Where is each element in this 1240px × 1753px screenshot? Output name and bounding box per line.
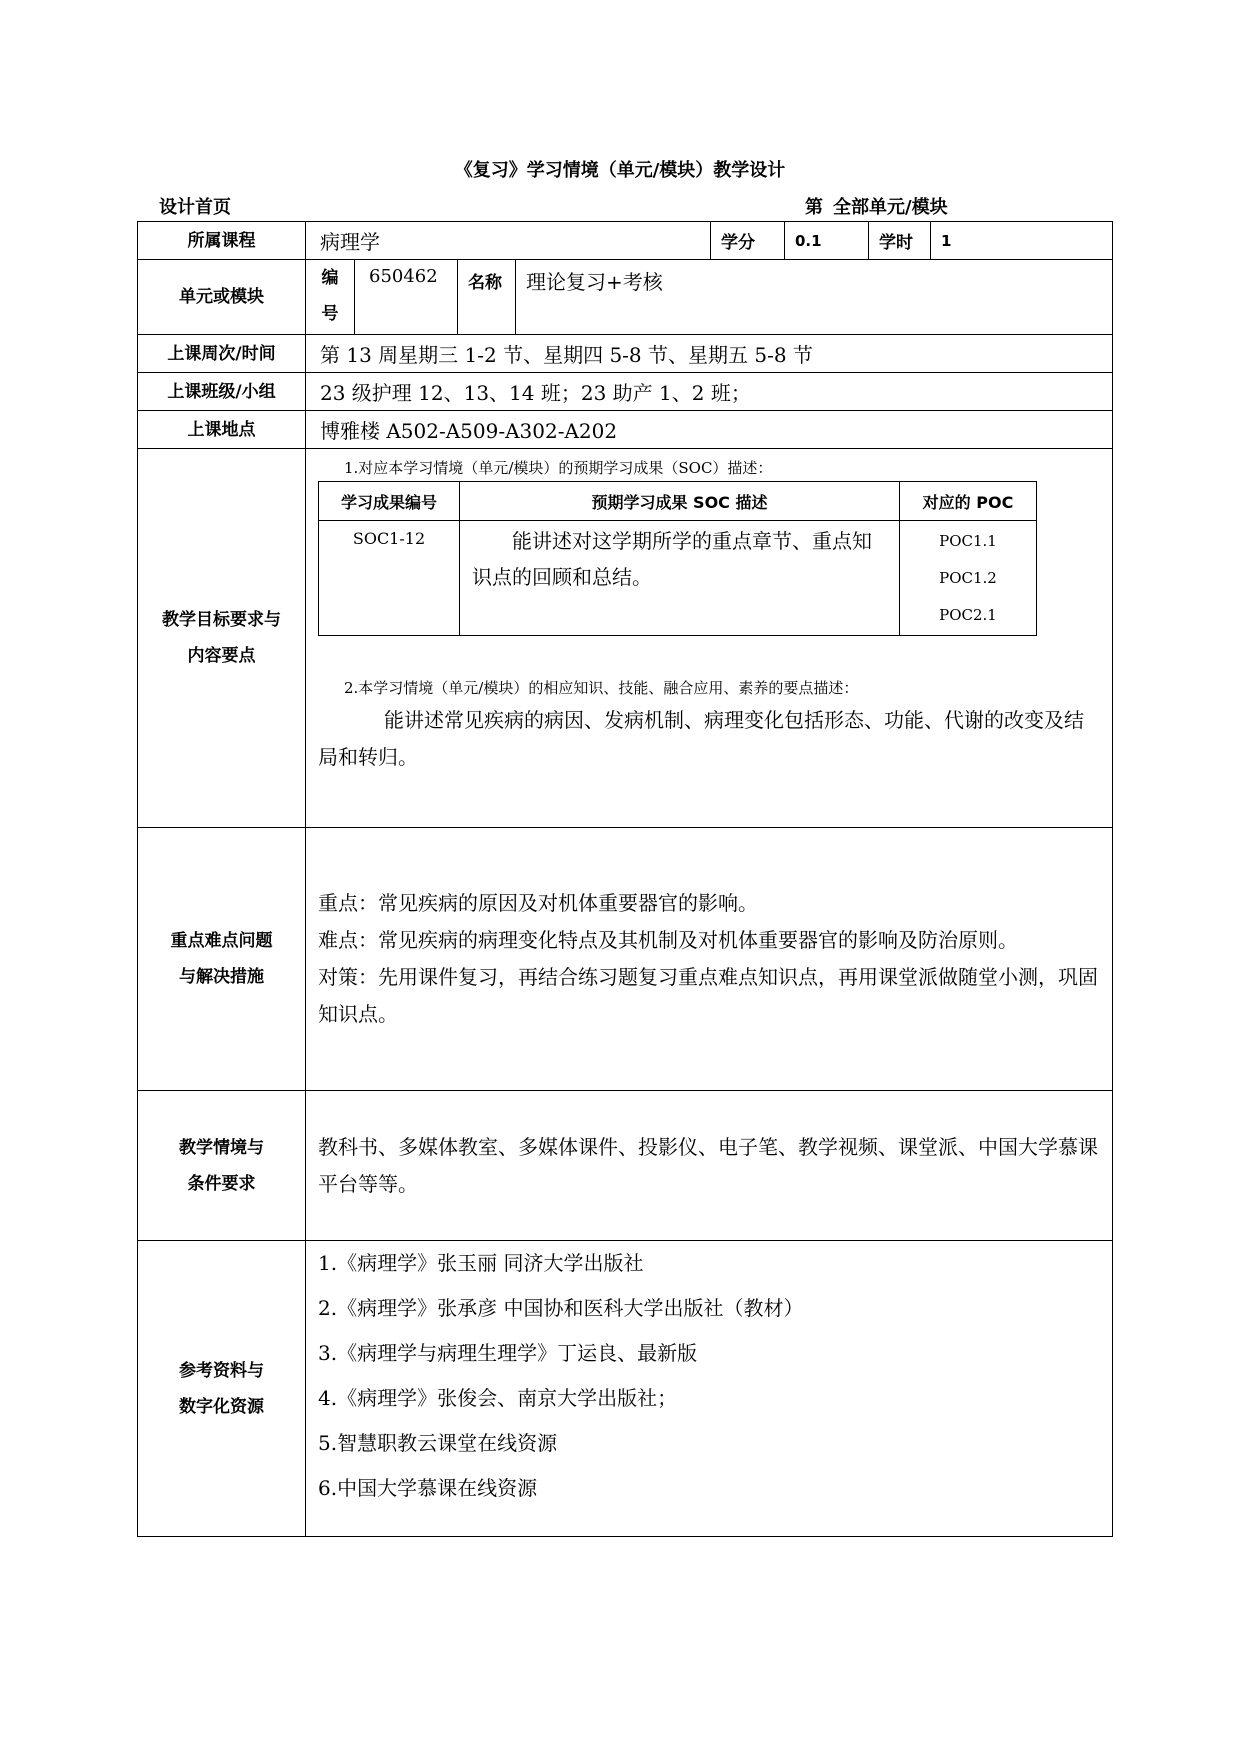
strategy-point: 对策：先用课件复习，再结合练习题复习重点难点知识点，再用课堂派做随堂小测，巩固知识点。 — [318, 965, 1098, 1026]
references-row — [138, 1241, 1113, 1537]
objectives-label-line1: 教学目标要求与 — [162, 610, 281, 630]
objectives-label-line2: 内容要点 — [187, 646, 256, 666]
reference-item: 2.《病理学》张承彦 中国协和医科大学出版社（教材） — [318, 1296, 804, 1320]
unit-scope: 全部单元/模块 — [833, 197, 948, 218]
key-points-row — [138, 828, 1113, 1091]
first-page-label: 设计首页 — [159, 197, 231, 218]
soc-description: 能讲述对这学期所学的重点章节、重点知识点的回顾和总结。 — [460, 521, 900, 636]
week-value: 第 13 周星期三 1-2 节、星期四 5-8 节、星期五 5-8 节 — [306, 335, 1113, 373]
references-label-line2: 数字化资源 — [179, 1396, 264, 1417]
objectives-row — [138, 449, 1113, 828]
design-table — [137, 221, 1113, 1537]
reference-item: 5.智慧职教云课堂在线资源 — [318, 1431, 558, 1455]
conditions-row — [138, 1091, 1113, 1241]
conditions-content — [306, 1091, 1113, 1241]
reference-item: 1.《病理学》张玉丽 同济大学出版社 — [318, 1251, 644, 1275]
place-value: 博雅楼 A502-A509-A302-A202 — [306, 411, 1113, 449]
place-row — [138, 411, 1113, 449]
number-label-line2: 号 — [321, 304, 339, 324]
reference-item: 3.《病理学与病理生理学》丁运良、最新版 — [318, 1341, 698, 1365]
name-label: 名称 — [458, 260, 516, 335]
document-title: 《复习》学习情境（单元/模块）教学设计 — [454, 160, 786, 181]
unit-prefix: 第 — [805, 197, 823, 218]
soc-header-poc: 对应的 POC — [900, 482, 1037, 521]
reference-item: 6.中国大学慕课在线资源 — [318, 1476, 538, 1500]
soc-header-code: 学习成果编号 — [319, 482, 460, 521]
objectives-label — [138, 449, 306, 828]
number-value: 650462 — [355, 260, 458, 335]
week-row — [138, 335, 1113, 373]
key-point: 重点：常见疾病的原因及对机体重要器官的影响。 — [318, 891, 758, 915]
soc-intro: 1.对应本学习情境（单元/模块）的预期学习成果（SOC）描述： — [344, 459, 773, 477]
number-label-line1: 编 — [321, 268, 339, 288]
place-label: 上课地点 — [138, 411, 306, 449]
conditions-text: 教科书、多媒体教室、多媒体课件、投影仪、电子笔、教学视频、课堂派、中国大学慕课平台等等。 — [318, 1134, 1098, 1196]
credit-value: 0.1 — [785, 222, 869, 260]
key-points-content — [306, 828, 1113, 1091]
points-intro: 2.本学习情境（单元/模块）的相应知识、技能、融合应用、素养的要点描述： — [344, 679, 859, 697]
name-value: 理论复习+考核 — [516, 260, 1113, 335]
key-points-label-line1: 重点难点问题 — [170, 931, 273, 951]
objectives-content — [306, 449, 1113, 828]
hours-value: 1 — [931, 222, 1113, 260]
references-label — [138, 1241, 306, 1537]
unit-row — [138, 260, 1113, 335]
points-text: 能讲述常见疾病的病因、发病机制、病理变化包括形态、功能、代谢的改变及结局和转归。 — [318, 708, 1084, 769]
difficulty-point: 难点：常见疾病的病理变化特点及其机制及对机体重要器官的影响及防治原则。 — [318, 928, 1018, 952]
unit-label-cell: 单元或模块 — [138, 260, 306, 335]
soc-code: SOC1-12 — [319, 521, 460, 636]
conditions-label — [138, 1091, 306, 1241]
reference-item: 4.《病理学》张俊会、南京大学出版社； — [318, 1386, 678, 1410]
poc-item: POC1.2 — [939, 569, 997, 587]
soc-table — [318, 481, 1037, 636]
key-points-label-line2: 与解决措施 — [179, 967, 264, 987]
soc-header-row — [319, 482, 1037, 521]
key-points-label — [138, 828, 306, 1091]
conditions-label-line1: 教学情境与 — [179, 1137, 264, 1158]
unit-label — [805, 193, 948, 219]
hours-label: 学时 — [869, 222, 931, 260]
week-label: 上课周次/时间 — [138, 335, 306, 373]
credit-label: 学分 — [711, 222, 785, 260]
soc-poc-list — [900, 521, 1037, 636]
course-label: 所属课程 — [138, 222, 306, 260]
course-value: 病理学 — [306, 222, 711, 260]
class-value: 23 级护理 12、13、14 班；23 助产 1、2 班； — [306, 373, 1113, 411]
class-label: 上课班级/小组 — [138, 373, 306, 411]
course-row — [138, 222, 1113, 260]
class-row — [138, 373, 1113, 411]
poc-item: POC1.1 — [939, 532, 997, 550]
soc-data-row — [319, 521, 1037, 636]
number-label — [306, 260, 355, 335]
conditions-label-line2: 条件要求 — [187, 1173, 256, 1194]
references-label-line1: 参考资料与 — [179, 1360, 264, 1381]
references-content — [306, 1241, 1113, 1537]
poc-item: POC2.1 — [939, 606, 997, 624]
soc-header-description: 预期学习成果 SOC 描述 — [460, 482, 900, 521]
